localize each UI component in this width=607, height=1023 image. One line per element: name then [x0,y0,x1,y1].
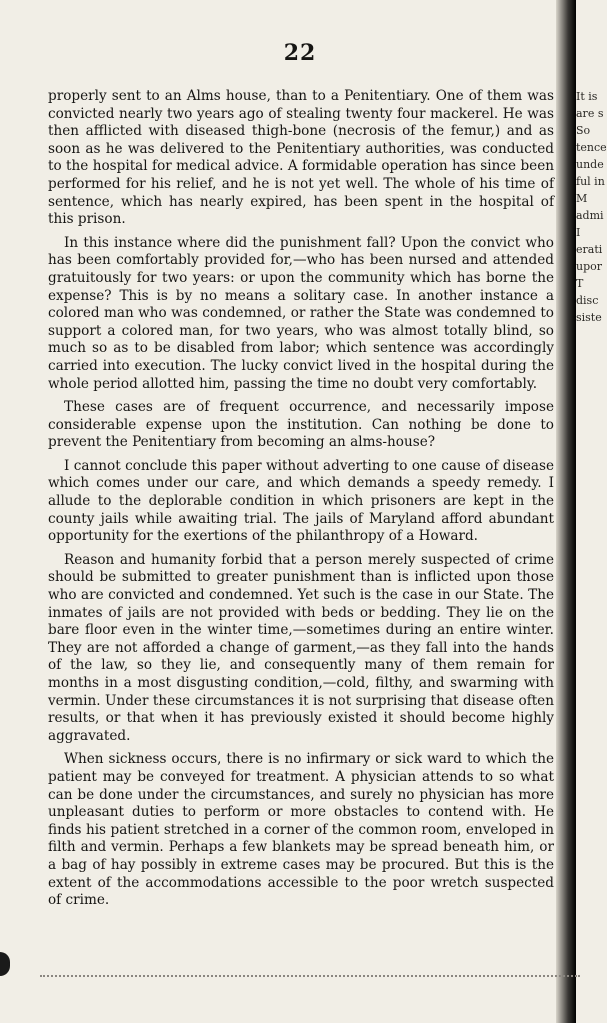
fragment-line: disc [576,294,599,307]
fragment-line: tence [576,141,607,154]
fragment-line: M [576,192,588,205]
page-number: 22 [283,40,317,66]
page-gutter-shadow [556,0,576,1023]
bottom-dotted-rule [40,975,580,977]
fragment-line: unde [576,158,604,171]
fragment-line: T [576,277,584,290]
body-text [48,88,554,916]
paragraph: These cases are of frequent occurrence, and necessarily impose considerable expense upon the institution. Can nothing be done to prevent the Penitentiary from becoming an alms-house? [48,399,554,451]
fragment-line: admi [576,209,604,222]
fragment-line: siste [576,311,602,324]
paragraph: I cannot conclude this paper without adverting to one cause of disease which comes under our care, and which demands a speedy remedy. I allude to the deplorable condition in which prisoners are kept in the county jails while awaiting trial. The jails of Maryland afford abundant opportunity for the exertions of the philanthropy of a Howard. [48,457,554,545]
fragment-line: It is [576,90,598,103]
page-edge-mark [0,952,10,976]
fragment-line: upor [576,260,603,273]
fragment-line: ful in [576,175,605,188]
paragraph: properly sent to an Alms house, than to a Penitentiary. One of them was convicted nearly two years ago of stealing twenty four mackerel. He was then afflicted with diseased thigh-bone (necrosis of the femur,) and as soon as he was delivered to the Penitentiary authorities, was conducted to the hospital for medical advice. A formidable operation has since been performed for his relief, and he is not yet well. The whole of his time of sentence, which has nearly expired, has been spent in the hospital of this prison. [48,88,554,228]
paragraph: Reason and humanity forbid that a person merely suspected of crime should be submitted to greater punishment than is inflicted upon those who are convicted and condemned. Yet such is the case in our State. The inmates of jails are not provided with beds or bedding. They lie on the bare floor even in the winter time,—sometimes during an entire winter. They are not afforded a change of garment,—as they fall into the hands of the law, so they lie, and consequently many of them remain for months in a most disgusting condition,—cold, filthy, and swarming with vermin. Under these circumstances it is not surprising that disease often results, or that when it has previously existed it should become highly aggravated. [48,551,554,744]
paragraph: When sickness occurs, there is no infirmary or sick ward to which the patient may be conveyed for treatment. A physician attends to so what can be done under the circumstances, and surely no physician has more unpleasant duties to perform or more obstacles to contend with. He finds his patient stretched in a corner of the common room, enveloped in filth and vermin. Perhaps a few blankets may be spread beneath him, or a bag of hay possibly in extreme cases may be procured. But this is the extent of the accommodations accessible to the poor wretch suspected of crime. [48,751,554,909]
fragment-line: are s [576,107,604,120]
facing-page-fragments [576,88,607,468]
fragment-line: erati [576,243,603,256]
fragment-line: I [576,226,581,239]
fragment-line: So [576,124,591,137]
paragraph: In this instance where did the punishment fall? Upon the convict who has been comfortably provided for,—who has been nursed and attended gratuitously for two years: or upon the community which has borne the expense? This is by no means a solitary case. In another instance a colored man who was condemned, or rather the State was condemned to support a colored man, for two years, who was almost totally blind, so much so as to be disabled from labor; which sentence was accordingly carried into execution. The lucky convict lived in the hospital during the whole period allotted him, passing the time no doubt very comfortably. [48,234,554,392]
